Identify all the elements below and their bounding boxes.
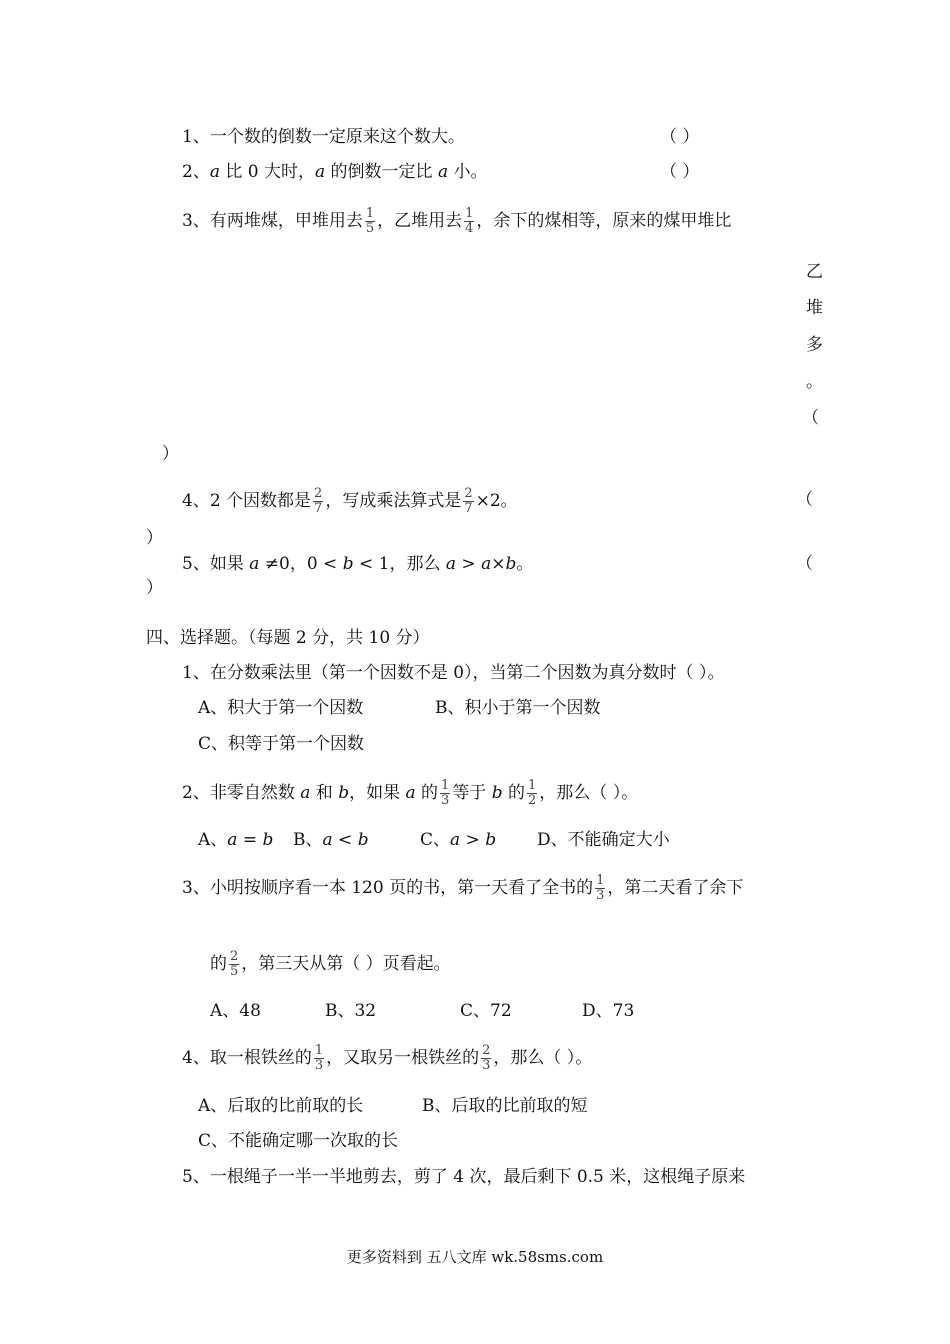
judge-q4-text [182,487,518,516]
label: C、 [420,830,451,850]
numerator: 2 [482,1043,491,1058]
text: 的倒数一定比 [325,162,438,182]
text: ，写成乘法算式是 [325,491,462,511]
text: 3、小明按顺序看一本 120 页的书，第一天看了全书的 [182,878,594,898]
text: 3、有两堆煤，甲堆用去 [182,211,363,231]
denominator: 3 [441,793,450,808]
denominator: 3 [482,1058,491,1073]
var-b: b [505,554,517,574]
numerator: 2 [314,486,323,501]
text: ≠0，0 < [259,554,343,574]
var-a: a [450,830,461,850]
var-b: b [342,554,354,574]
judge-q2-text [182,161,488,183]
text: 的 [502,783,526,803]
fraction [229,950,239,979]
choice-q2-option-d[interactable]: D、不能确定大小 [537,830,670,850]
fraction [313,487,323,516]
text: ，如果 [349,783,406,803]
choice-q3-option-a[interactable]: A、48 [210,1001,261,1021]
text: 4、2 个因数都是 [182,491,312,511]
text: 4、取一根铁丝的 [182,1048,312,1068]
text: 和 [310,783,339,803]
fraction [464,207,474,236]
var-a: a [445,554,457,574]
fraction [463,487,473,516]
var-a: a [322,830,333,850]
judge-q5-text [182,553,533,575]
text: < 1，那么 [353,554,446,574]
denominator: 3 [314,1058,324,1073]
fraction [481,1044,491,1073]
text: ，第三天从第（ ）页看起。 [241,954,451,974]
choice-q1-option-b[interactable]: B、积小于第一个因数 [435,698,601,718]
relation: > [460,830,486,850]
label: A、 [198,830,228,850]
section-heading: 四、选择题。（每题 2 分，共 10 分） [146,628,430,648]
relation: < [332,830,358,850]
var-a: a [249,554,260,574]
text: ，乙堆用去 [377,211,463,231]
judge-q3-text [182,207,731,236]
choice-q4-text [182,1044,592,1073]
numerator: 1 [314,1043,324,1058]
fraction [440,779,450,808]
choice-q4-option-b[interactable]: B、后取的比前取的短 [422,1096,588,1116]
choice-q3-text-continued [210,950,451,979]
denominator: 7 [464,501,473,516]
judge-q2-answer-paren[interactable]: （ ） [660,162,700,182]
choice-q4-option-a[interactable]: A、后取的比前取的长 [198,1096,364,1116]
var-a: a [227,830,238,850]
text: ，又取另一根铁丝的 [326,1048,480,1068]
fraction [595,874,605,903]
choice-q2-text [182,779,638,808]
judge-q1-answer-paren[interactable]: （ ） [660,127,700,147]
numerator: 1 [465,206,474,221]
text: ，第二天看了余下 [607,878,744,898]
text: 的 [210,954,227,974]
var-a: a [315,162,326,182]
choice-q5-text: 5、一根绳子一半一半地剪去，剪了 4 次，最后剩下 0.5 米，这根绳子原来 [182,1167,746,1187]
judge-q1-text: 1、一个数的倒数一定原来这个数大。 [182,127,465,147]
numerator: 2 [230,949,239,964]
label: B、 [293,830,323,850]
denominator: 5 [365,221,375,236]
judge-q3-vertical-char: 多 [806,335,823,355]
var-b: b [262,830,274,850]
judge-q3-vertical-char: 堆 [806,298,823,318]
text: 比 0 大时， [219,162,315,182]
text: 5、如果 [182,554,250,574]
var-b: b [338,783,350,803]
judge-q3-answer-paren-open[interactable]: （ [802,408,819,428]
denominator: 2 [528,793,537,808]
var-b: b [485,830,497,850]
denominator: 7 [314,501,323,516]
judge-q4-answer-paren-open[interactable]: （ [796,490,813,510]
numerator: 1 [441,778,450,793]
choice-q1-option-c[interactable]: C、积等于第一个因数 [198,734,365,754]
choice-q3-option-b[interactable]: B、32 [325,1001,377,1021]
text: ，那么（ ）。 [493,1048,593,1068]
var-a: a [209,162,220,182]
text: 等于 [452,783,492,803]
choice-q1-option-a[interactable]: A、积大于第一个因数 [198,698,364,718]
numerator: 1 [528,778,537,793]
text: 小。 [448,162,488,182]
fraction [527,779,537,808]
fraction [314,1044,324,1073]
denominator: 4 [465,221,474,236]
text: 2、非零自然数 [182,783,301,803]
choice-q2-option-a[interactable] [198,829,273,851]
judge-q5-answer-paren-open[interactable]: （ [796,554,813,574]
footer-link[interactable]: 更多资料到 五八文库 wk.58sms.com [346,1248,604,1266]
var-a: a [405,783,416,803]
choice-q4-option-c[interactable]: C、不能确定哪一次取的长 [198,1131,399,1151]
var-a: a [300,783,311,803]
denominator: 5 [230,964,239,979]
prefix: 2、 [182,162,210,182]
choice-q2-option-c[interactable] [420,829,496,851]
text: 的 [415,783,439,803]
choice-q3-text [182,874,743,903]
fraction [365,207,375,236]
text: ，那么（ ）。 [539,783,639,803]
text: > [456,554,482,574]
var-b: b [491,783,503,803]
numerator: 1 [365,206,375,221]
var-b: b [357,830,369,850]
judge-q5-answer-paren-close[interactable]: ） [146,578,163,598]
relation: = [237,830,263,850]
choice-q2-option-b[interactable] [293,829,369,851]
denominator: 3 [596,888,605,903]
judge-q4-answer-paren-close[interactable]: ） [146,528,163,548]
judge-q3-vertical-char: 乙 [806,262,823,282]
var-a: a [437,162,449,182]
judge-q3-vertical-char: 。 [806,372,823,392]
text: 。 [516,554,534,574]
choice-q1-text: 1、在分数乘法里（第一个因数不是 0），当第二个因数为真分数时（ ）。 [182,663,725,683]
numerator: 1 [596,873,605,888]
var-a: a [481,554,492,574]
text: ，余下的煤相等，原来的煤甲堆比 [476,211,732,231]
numerator: 2 [464,486,473,501]
text: ×2。 [475,491,518,511]
choice-q3-option-c[interactable]: C、72 [460,1001,512,1021]
choice-q3-option-d[interactable]: D、73 [582,1001,635,1021]
judge-q3-answer-paren-close[interactable]: ） [162,444,179,464]
text: × [491,554,506,574]
